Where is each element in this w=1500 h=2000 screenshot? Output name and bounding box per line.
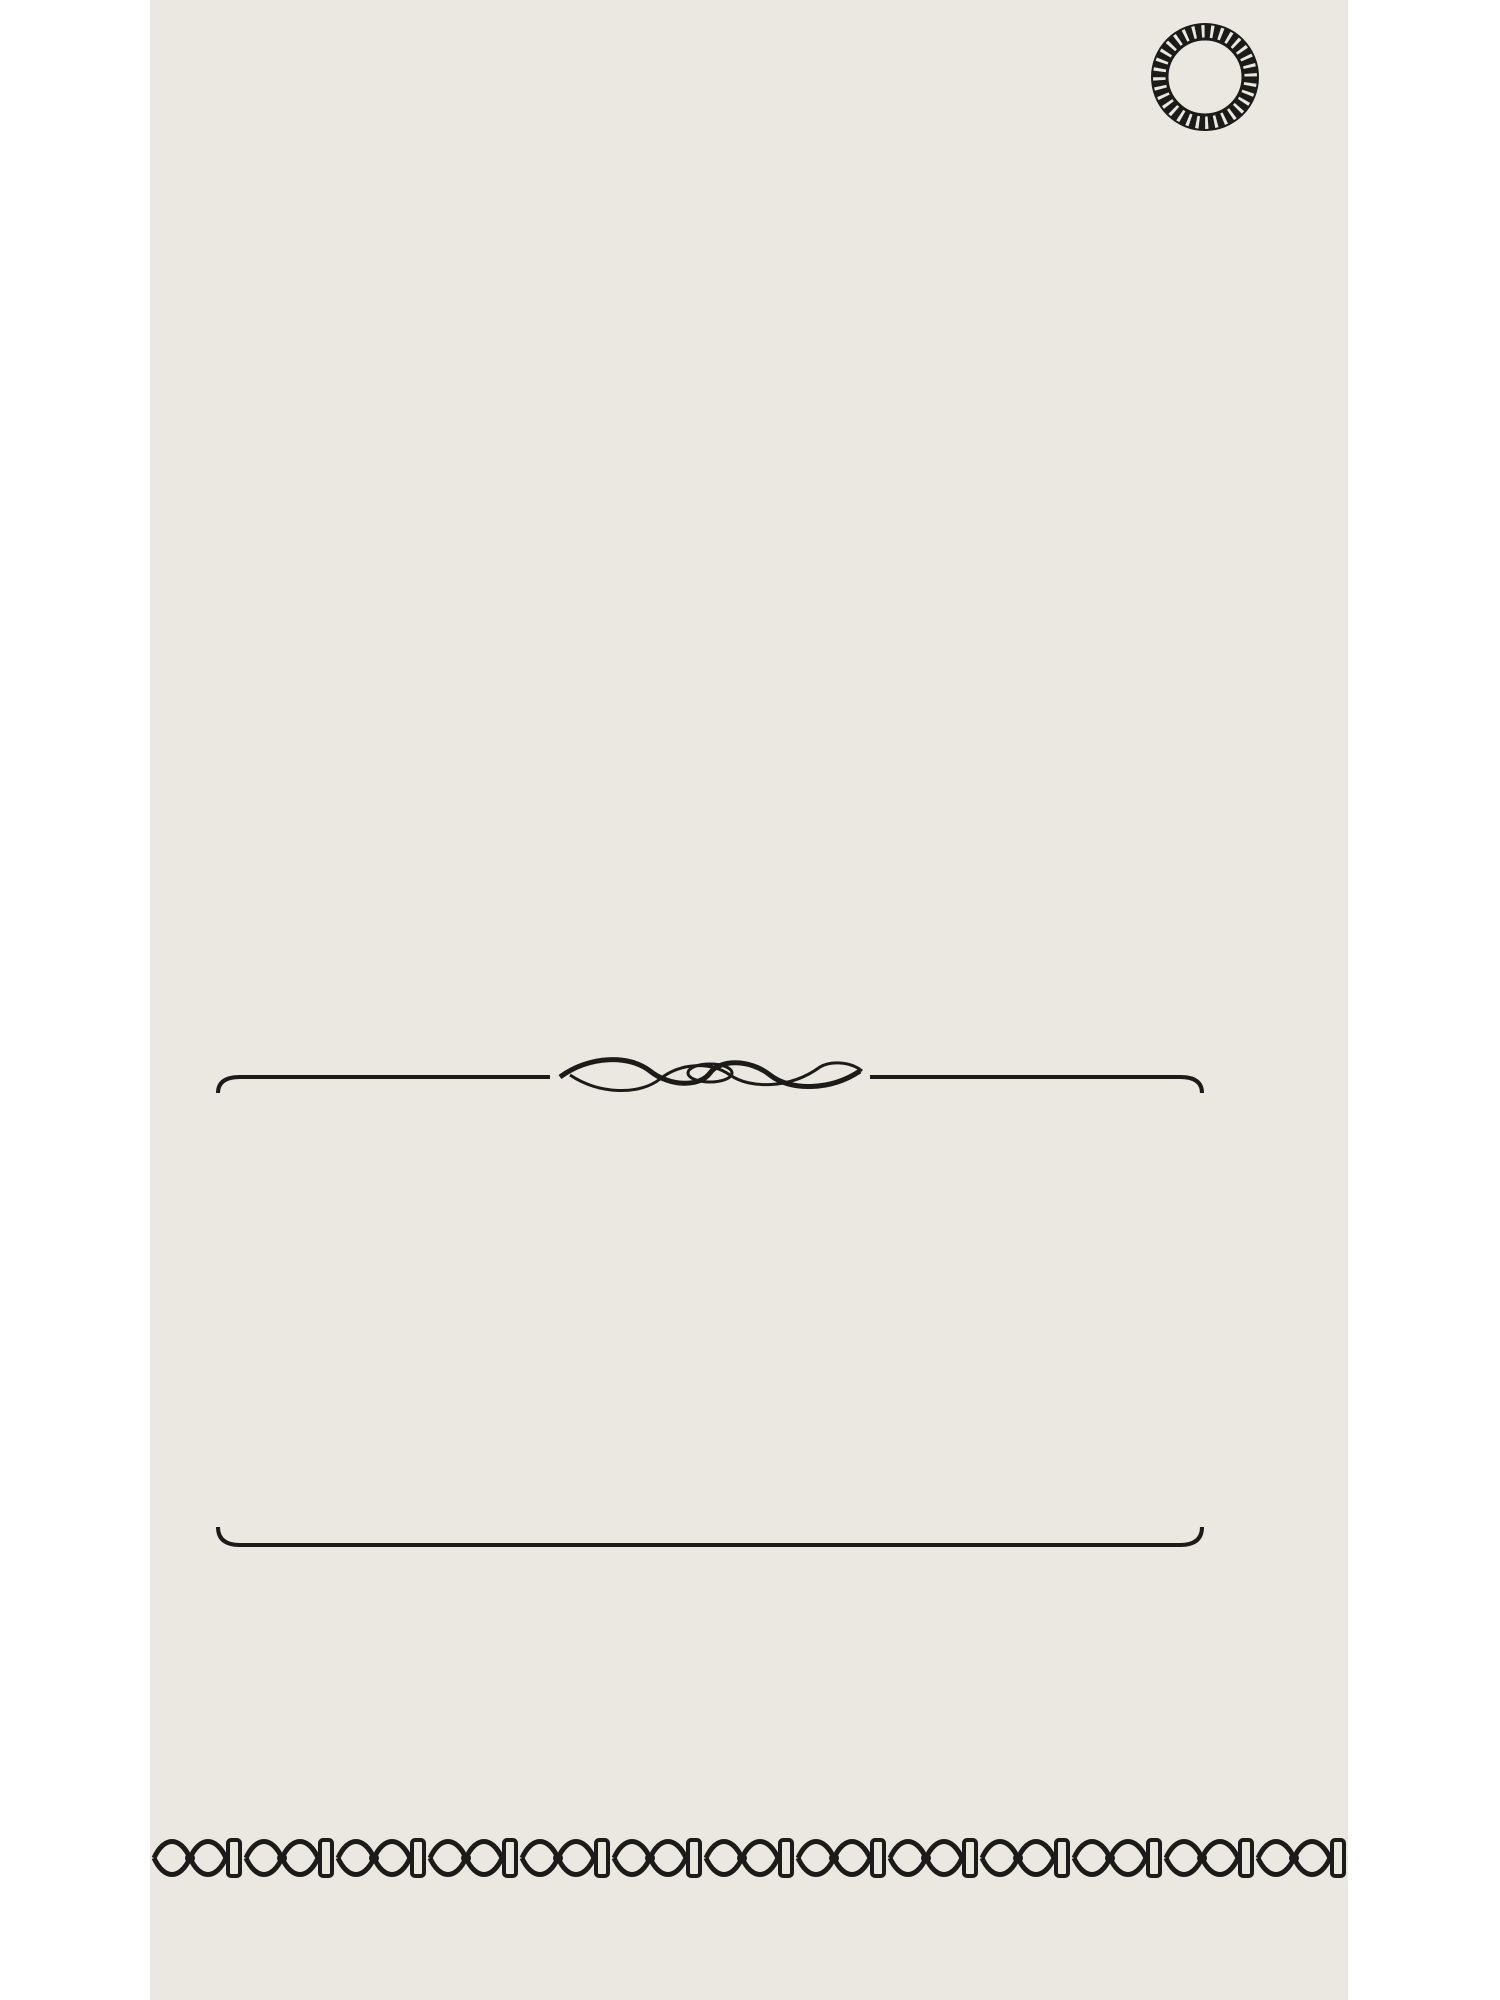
pull-quote: [210, 1045, 1210, 1555]
ornamental-border-bottom: [150, 1830, 1348, 1886]
page-number-badge: [1150, 22, 1260, 132]
page-number: [1150, 22, 1260, 132]
ornament-divider-bottom: [210, 1523, 1210, 1563]
book-page: [150, 0, 1348, 2000]
ornament-divider-top: [210, 1045, 1210, 1105]
